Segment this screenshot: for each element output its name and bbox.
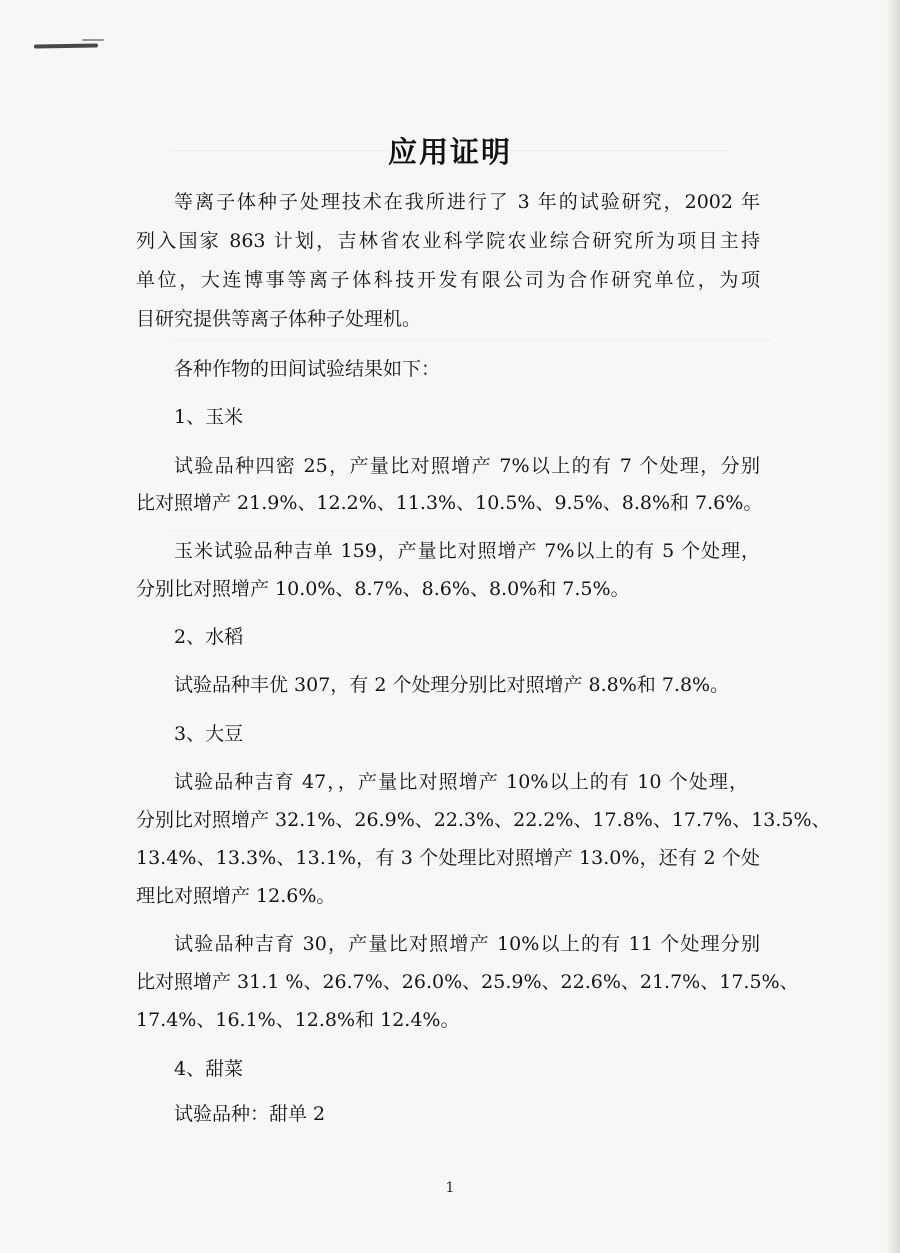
rice-paragraph-line: 试验品种丰优 307，有 2 个处理分别比对照增产 8.8%和 7.8%。 (174, 674, 730, 696)
section-heading-beet: 4、甜菜 (174, 1058, 244, 1080)
soybean-paragraph-line: 分别比对照增产 32.1%、26.9%、22.3%、22.2%、17.8%、17.7%、13.5%、 (136, 809, 831, 831)
intro-line: 目研究提供等离子体种子处理机。 (136, 308, 422, 330)
section-heading-soybean: 3、大豆 (174, 723, 244, 745)
section-heading-rice: 2、水稻 (174, 626, 244, 648)
soybean-paragraph-line: 比对照增产 31.1 %、26.7%、26.0%、25.9%、22.6%、21.7%、17.5%、 (136, 971, 799, 993)
soybean-paragraph-line: 13.4%、13.3%、13.1%，有 3 个处理比对照增产 13.0%，还有 2 个处 (136, 847, 760, 869)
scan-mark-small (82, 39, 104, 41)
intro-line: 列入国家 863 计划，吉林省农业科学院农业综合研究所为项目主持 (136, 230, 760, 252)
corn-paragraph-line: 分别比对照增产 10.0%、8.7%、8.6%、8.0%和 7.5%。 (136, 578, 630, 600)
page-number: 1 (445, 1180, 455, 1196)
page-title: 应用证明 (387, 135, 512, 169)
soybean-paragraph-line: 试验品种吉育 30，产量比对照增产 10%以上的有 11 个处理分别 (174, 933, 760, 955)
results-intro: 各种作物的田间试验结果如下： (174, 358, 441, 380)
intro-line: 单位，大连博事等离子体科技开发有限公司为合作研究单位，为项 (136, 269, 760, 291)
soybean-paragraph-line: 理比对照增产 12.6%。 (136, 885, 336, 907)
page-edge-shadow (886, 0, 900, 1253)
soybean-paragraph-line: 试验品种吉育 47，，产量比对照增产 10%以上的有 10 个处理， (174, 771, 748, 793)
scan-mark (34, 43, 98, 48)
bleed-through (170, 340, 770, 351)
corn-paragraph-line: 试验品种四密 25，产量比对照增产 7%以上的有 7 个处理，分别 (174, 455, 760, 477)
soybean-paragraph-line: 17.4%、16.1%、12.8%和 12.4%。 (136, 1009, 460, 1031)
section-heading-corn: 1、玉米 (174, 406, 244, 428)
beet-variety-line: 试验品种：甜单 2 (174, 1103, 326, 1125)
corn-paragraph-line: 玉米试验品种吉单 159，产量比对照增产 7%以上的有 5 个处理， (174, 540, 760, 562)
corn-paragraph-line: 比对照增产 21.9%、12.2%、11.3%、10.5%、9.5%、8.8%和 7.6%。 (136, 492, 763, 514)
intro-line: 等离子体种子处理技术在我所进行了 3 年的试验研究，2002 年 (174, 191, 760, 213)
